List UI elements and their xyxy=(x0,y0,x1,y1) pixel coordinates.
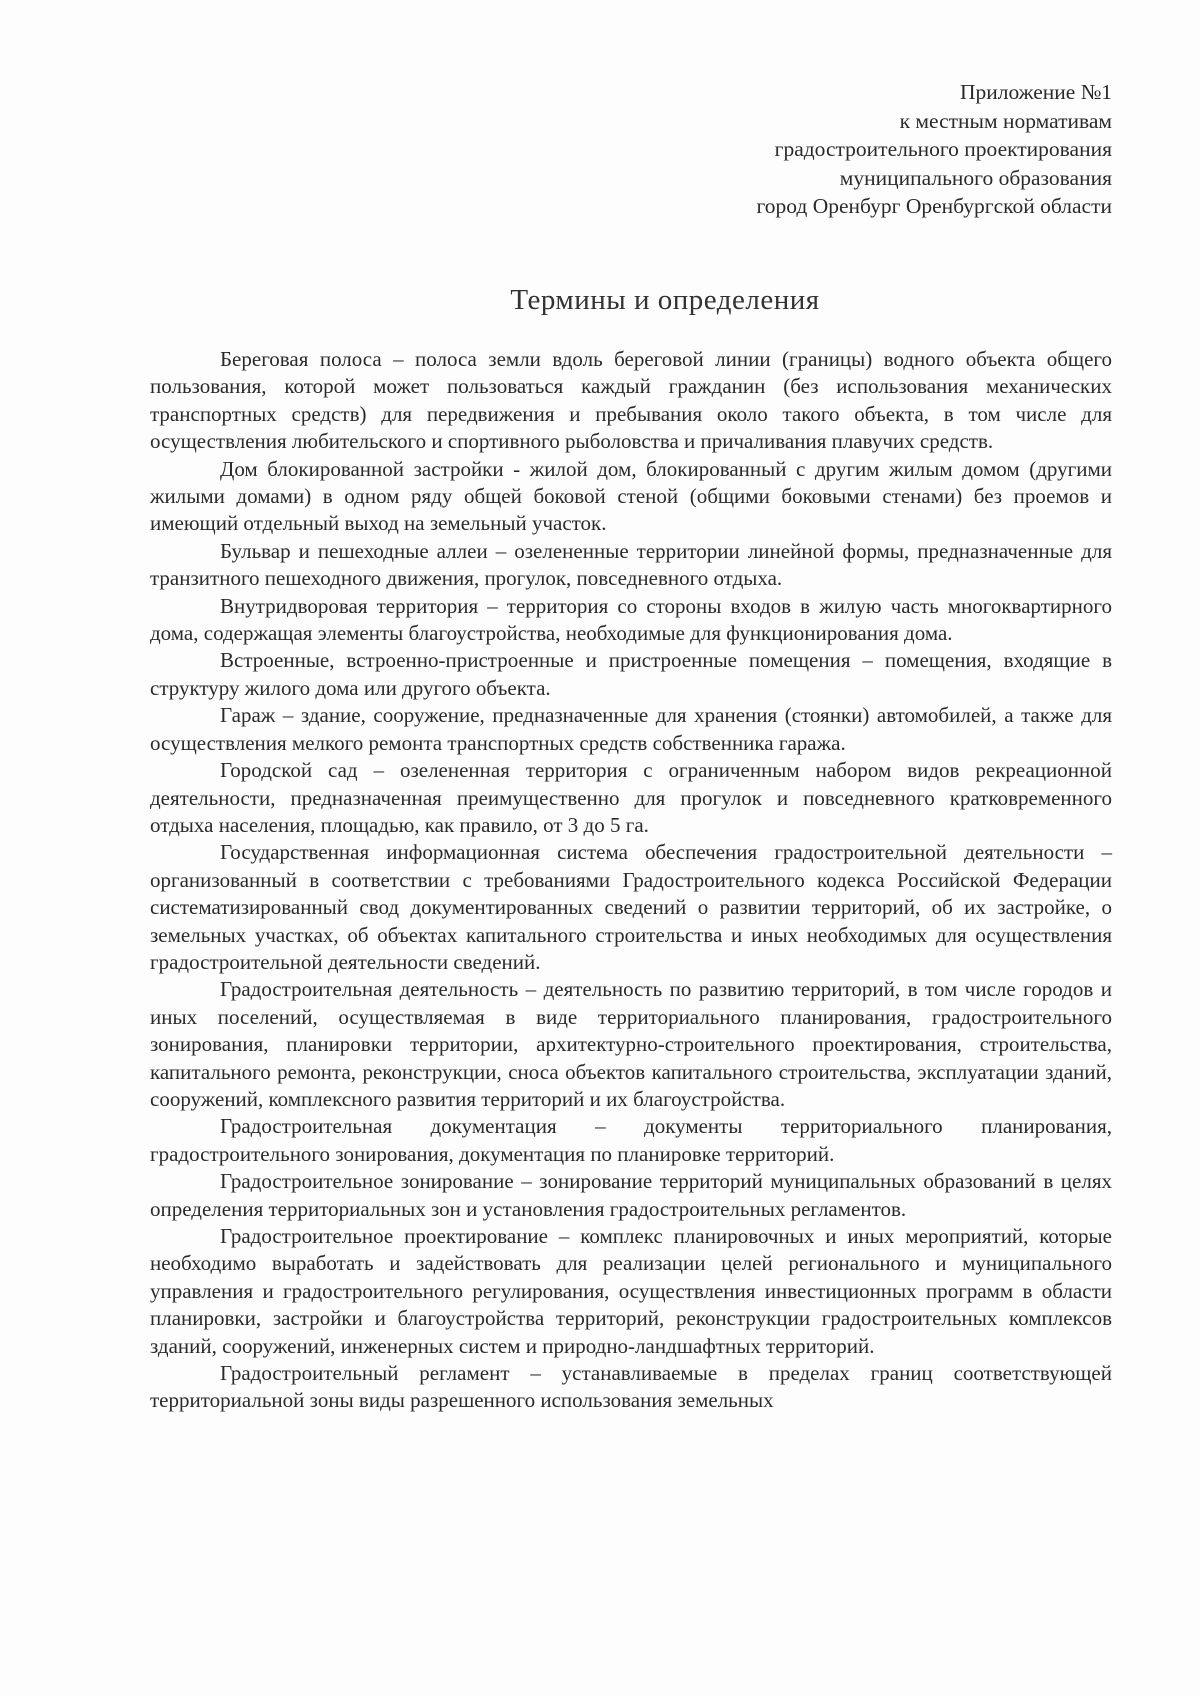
definition-paragraph: Дом блокированной застройки - жилой дом, блокированный с другим жилым домом (другими жилыми домами) в одном ряду общей боковой стеной (общими боковыми стенами) без проемов и имеющий отдельный выход на земельный участок. xyxy=(150,456,1112,536)
definition-paragraph: Городской сад – озелененная территория с ограниченным набором видов рекреационной деятельности, предназначенная преимущественно для прогулок и повседневного кратковременного отдыха населения, площадью, как правило, от 3 до 5 га. xyxy=(150,758,1112,837)
document-title: Термины и определения xyxy=(510,284,820,316)
definition-paragraph: Бульвар и пешеходные аллеи – озелененные территории линейной формы, предназначенные для транзитного пешеходного движения, прогулок, повседневного отдыха. xyxy=(150,538,1112,591)
definition-paragraph: Градостроительное зонирование – зонирование территорий муниципальных образований в целях определения территориальных зон и установления градостроительных регламентов. xyxy=(150,1169,1112,1221)
definition-paragraph: Градостроительная деятельность – деятельность по развитию территорий, в том числе городов и иных поселений, осуществляемая в виде территориального планирования, градостроительного зонирования, планировки территории, архитектурно-строительного проектирования, строительства, капитального ремонта, реконструкции, сноса объектов капитального строительства, эксплуатации зданий, сооружений, комплексного развития территорий и их благоустройства. xyxy=(150,977,1112,1111)
header-line: к местным нормативам xyxy=(899,108,1112,133)
definition-paragraph: Внутридворовая территория – территория со стороны входов в жилую часть многоквартирного дома, содержащая элементы благоустройства, необходимые для функционирования дома. xyxy=(150,593,1112,646)
definition-paragraph: Гараж – здание, сооружение, предназначенные для хранения (стоянки) автомобилей, а также для осуществления мелкого ремонта транспортных средств собственника гаража. xyxy=(150,703,1112,755)
definition-paragraph: Градостроительный регламент – устанавливаемые в пределах границ соответствующей территориальной зоны виды разрешенного использования земельных xyxy=(150,1361,1112,1413)
definition-paragraph: Градостроительное проектирование – комплекс планировочных и иных мероприятий, которые необходимо выработать и задействовать для реализации целей регионального и муниципального управления и градостроительного регулирования, осуществления инвестиционных программ в области планировки, застройки и благоустройства территорий, реконструкции градостроительных комплексов зданий, сооружений, инженерных систем и природно-ландшафтных территорий. xyxy=(150,1224,1112,1358)
definition-paragraph: Береговая полоса – полоса земли вдоль береговой линии (границы) водного объекта общего пользования, которой может пользоваться каждый гражданин (без использования механических транспортных средств) для передвижения и пребывания около такого объекта, в том числе для осуществления любительского и спортивного рыболовства и причаливания плавучих средств. xyxy=(150,347,1112,454)
header-line: градостроительного проектирования xyxy=(774,137,1112,161)
definition-paragraph: Градостроительная документация – документы территориального планирования, градостроительного зонирования, документация по планировке территорий. xyxy=(150,1114,1112,1166)
definition-paragraph: Государственная информационная система обеспечения градостроительной деятельности – организованный в соответствии с требованиями Градостроительного кодекса Российской Федерации систематизированный свод документированных сведений о развитии территорий, об их застройке, о земельных участках, об объектах капитального строительства и иных необходимых для осуществления градостроительной деятельности сведений. xyxy=(150,840,1112,974)
header-line: город Оренбург Оренбургской области xyxy=(756,194,1112,218)
appendix-header xyxy=(592,78,1112,221)
definition-paragraph: Встроенные, встроенно-пристроенные и пристроенные помещения – помещения, входящие в структуру жилого дома или другого объекта. xyxy=(150,648,1112,700)
header-line: Приложение №1 xyxy=(959,80,1112,104)
document-body xyxy=(150,346,1112,1415)
header-line: муниципального образования xyxy=(839,165,1112,190)
